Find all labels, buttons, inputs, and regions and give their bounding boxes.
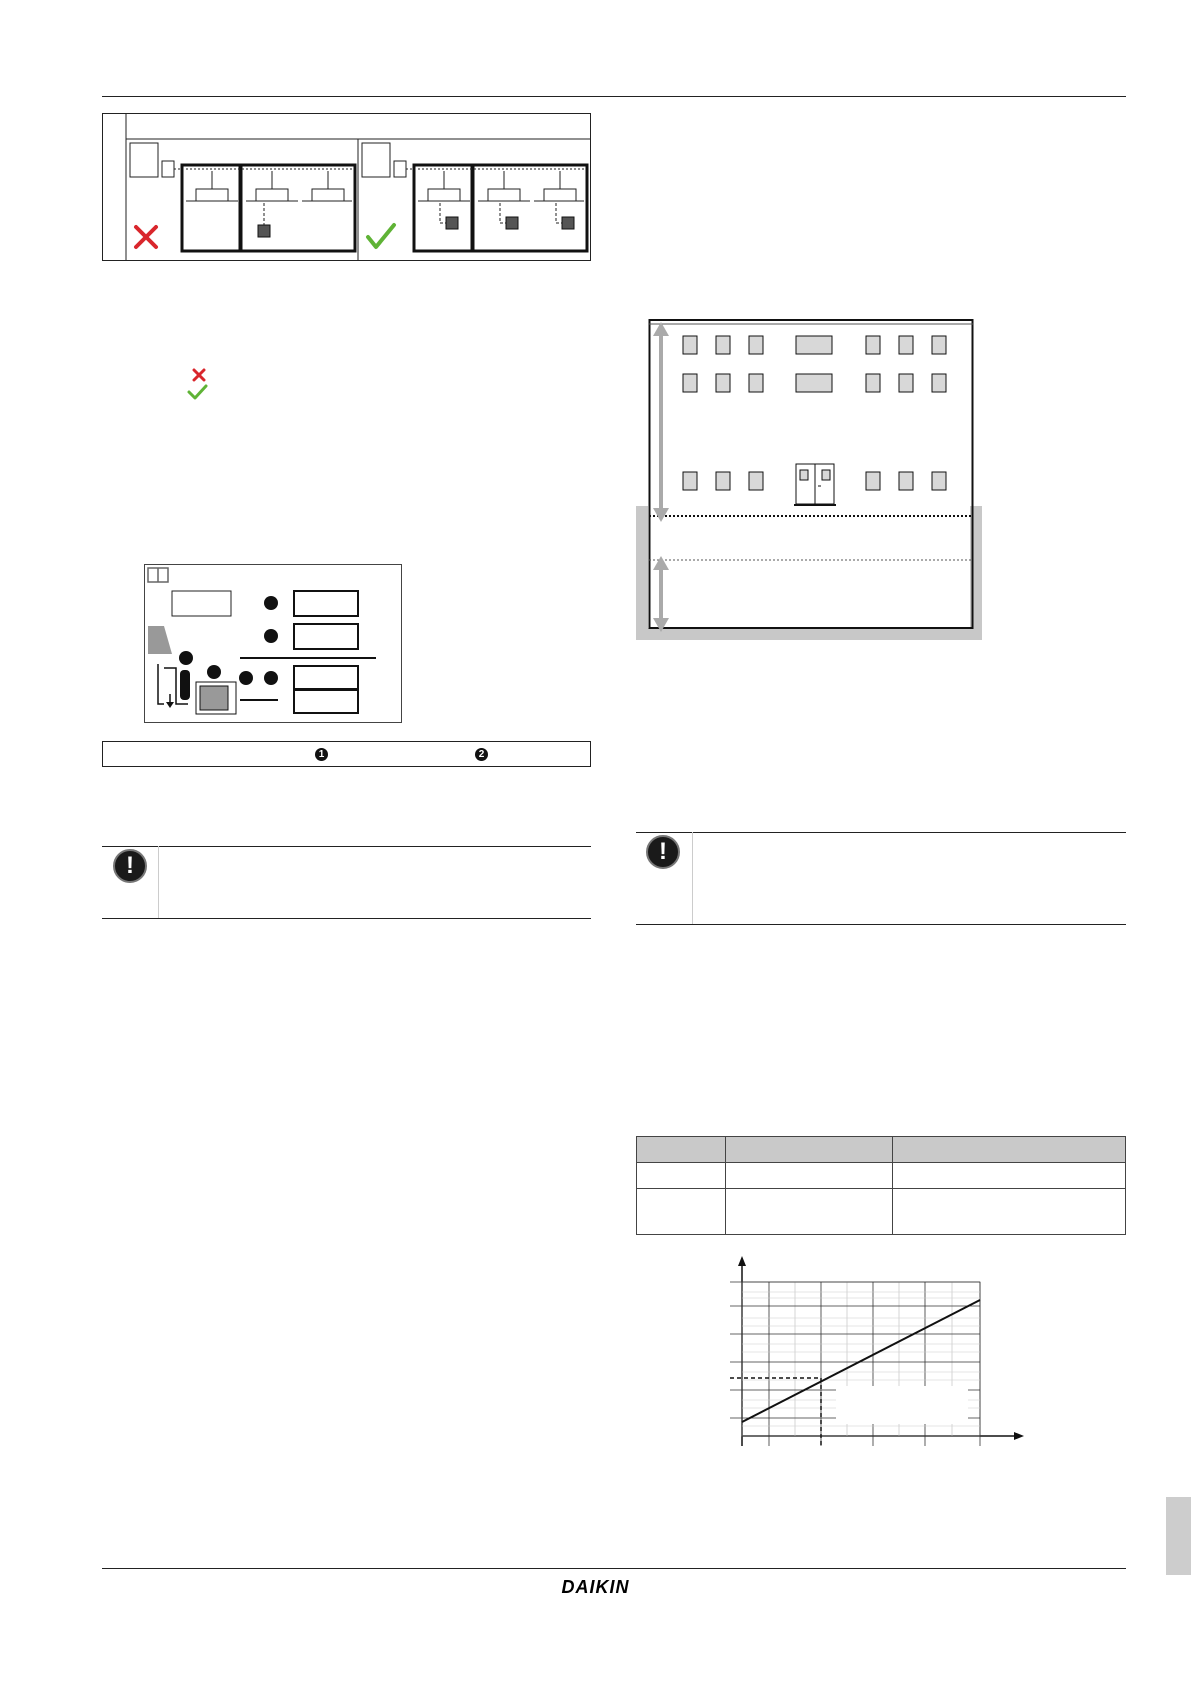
data-table (636, 1136, 1126, 1235)
note-rule-top-left (102, 846, 591, 847)
building-figure (636, 318, 982, 640)
table-cell (893, 1163, 1126, 1189)
note-rule-bottom-right (636, 924, 1126, 925)
footer-rule (102, 1568, 1126, 1569)
manual-icon (148, 568, 168, 582)
marker-legend-bar (102, 741, 591, 767)
table-cell (726, 1163, 893, 1189)
brand-logo: DAIKIN (561, 1577, 630, 1597)
legend-icons (186, 366, 212, 402)
header-rule (102, 96, 1126, 97)
table-header-cell (726, 1137, 893, 1163)
warning-triangle-icon (148, 626, 172, 654)
table-header-cell (637, 1137, 726, 1163)
cross-icon (136, 227, 156, 247)
note-divider-left (158, 846, 159, 918)
nameplate-figure (144, 564, 402, 724)
table-cell (726, 1189, 893, 1235)
marker-2: 2 (475, 748, 488, 761)
table-header-cell (893, 1137, 1126, 1163)
marker-1: 1 (315, 748, 328, 761)
table-header-row (637, 1137, 1126, 1163)
note-divider-right (692, 832, 693, 924)
check-icon (189, 386, 206, 398)
linear-graph (704, 1252, 1024, 1452)
note-rule-bottom-left (102, 918, 591, 919)
table-cell (637, 1189, 726, 1235)
check-icon (368, 225, 394, 247)
important-icon: ! (646, 835, 680, 869)
table-row (637, 1163, 1126, 1189)
table-row (637, 1189, 1126, 1235)
important-icon: ! (113, 849, 147, 883)
side-tab (1166, 1497, 1191, 1575)
table-cell (893, 1189, 1126, 1235)
note-rule-top-right (636, 832, 1126, 833)
cross-icon (194, 370, 204, 380)
zone-layout-figure (102, 113, 591, 261)
table-cell (637, 1163, 726, 1189)
